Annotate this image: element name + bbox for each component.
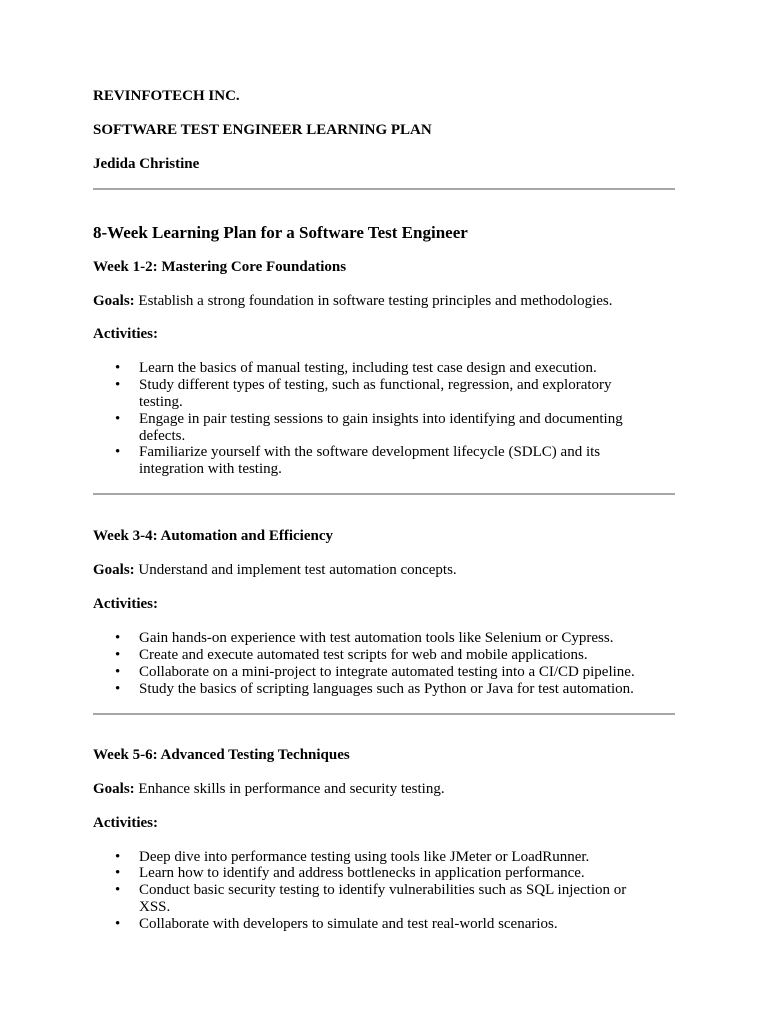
- goals-label: Goals:: [93, 562, 135, 578]
- bullet-icon: •: [115, 444, 121, 460]
- goals-text: Enhance skills in performance and security testing.: [138, 781, 445, 797]
- divider: [93, 493, 675, 495]
- goals-line: [93, 781, 445, 798]
- list-item-text: integration with testing.: [139, 461, 282, 477]
- list-item-text: Study different types of testing, such as functional, regression, and exploratory: [139, 377, 612, 393]
- goals-label: Goals:: [93, 293, 135, 309]
- goals-line: [93, 293, 613, 310]
- activities-label: Activities:: [93, 815, 158, 831]
- bullet-icon: •: [115, 681, 121, 697]
- section-heading: Week 1-2: Mastering Core Foundations: [93, 259, 347, 275]
- list-item-text: Create and execute automated test scripts for web and mobile applications.: [139, 647, 588, 663]
- list-item-text: Collaborate with developers to simulate and test real-world scenarios.: [139, 916, 558, 932]
- author-name: Jedida Christine: [93, 156, 200, 172]
- list-item-text: Engage in pair testing sessions to gain insights into identifying and documenting: [139, 411, 623, 427]
- section-heading: Week 5-6: Advanced Testing Techniques: [93, 747, 350, 763]
- goals-line: [93, 562, 457, 579]
- list-item-text: Learn the basics of manual testing, including test case design and execution.: [139, 360, 597, 376]
- bullet-icon: •: [115, 916, 121, 932]
- list-item-text: Learn how to identify and address bottlenecks in application performance.: [139, 865, 585, 881]
- bullet-icon: •: [115, 360, 121, 376]
- list-item-text: Conduct basic security testing to identify vulnerabilities such as SQL injection or: [139, 882, 627, 898]
- main-title: 8-Week Learning Plan for a Software Test Engineer: [93, 223, 468, 242]
- bullet-icon: •: [115, 647, 121, 663]
- activities-label: Activities:: [93, 326, 158, 342]
- goals-text: Establish a strong foundation in software testing principles and methodologies.: [138, 293, 613, 309]
- company-name: REVINFOTECH INC.: [93, 88, 240, 104]
- goals-text: Understand and implement test automation concepts.: [138, 562, 457, 578]
- list-item-text: Collaborate on a mini-project to integrate automated testing into a CI/CD pipeline.: [139, 664, 635, 680]
- divider: [93, 188, 675, 190]
- list-item-text: Deep dive into performance testing using tools like JMeter or LoadRunner.: [139, 849, 590, 865]
- goals-label: Goals:: [93, 781, 135, 797]
- list-item-text: Gain hands-on experience with test automation tools like Selenium or Cypress.: [139, 630, 614, 646]
- list-item-text: testing.: [139, 394, 183, 410]
- list-item-text: defects.: [139, 428, 186, 444]
- list-item-text: Study the basics of scripting languages such as Python or Java for test automation.: [139, 681, 634, 697]
- section-heading: Week 3-4: Automation and Efficiency: [93, 528, 333, 544]
- bullet-icon: •: [115, 882, 121, 898]
- bullet-icon: •: [115, 630, 121, 646]
- list-item-text: Familiarize yourself with the software development lifecycle (SDLC) and its: [139, 444, 601, 460]
- divider: [93, 713, 675, 715]
- list-item-text: XSS.: [139, 899, 171, 915]
- plan-title: SOFTWARE TEST ENGINEER LEARNING PLAN: [93, 122, 432, 138]
- bullet-icon: •: [115, 377, 121, 393]
- bullet-icon: •: [115, 664, 121, 680]
- bullet-icon: •: [115, 865, 121, 881]
- activities-label: Activities:: [93, 596, 158, 612]
- bullet-icon: •: [115, 849, 121, 865]
- bullet-icon: •: [115, 411, 121, 427]
